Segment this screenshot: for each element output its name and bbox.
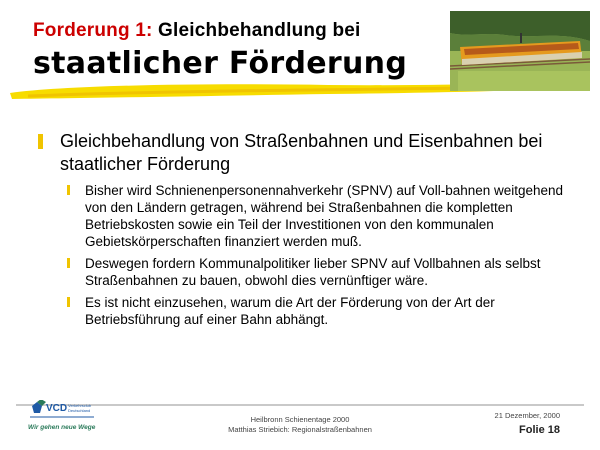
- title-line-1: [33, 20, 407, 42]
- logo-subtext-1: Verkehrsclub: [68, 403, 92, 408]
- sub-bullet: [67, 294, 578, 328]
- footer-center: [200, 415, 400, 435]
- sub-bullet-text: Es ist nicht einzusehen, warum die Art der Förderung von der Art der Betriebsführung auf einer Bahn abhängt.: [85, 295, 495, 327]
- logo-slogan: Wir gehen neue Wege: [28, 424, 96, 431]
- slide-content: [38, 130, 578, 328]
- title-line-2: staatlicher Förderung: [33, 46, 408, 81]
- logo-text: VCD: [46, 403, 68, 414]
- sub-bullet-marker: [67, 258, 70, 268]
- sub-bullet: [67, 255, 578, 289]
- title-prefix: Forderung 1:: [33, 20, 153, 41]
- footer-date: 21 Dezember, 2000: [494, 411, 560, 420]
- logo-subtext-2: Deutschland: [68, 408, 91, 413]
- footer-event: Heilbronn Schienentage 2000: [250, 415, 350, 424]
- sub-bullet: [67, 182, 578, 250]
- footer-author: Matthias Striebich: Regionalstraßenbahnen: [228, 425, 372, 434]
- sub-bullet-text: Deswegen fordern Kommunalpolitiker lieber SPNV auf Vollbahnen als selbst Straßenbahnen zu bauen, obwohl dies vernünftiger wäre.: [85, 256, 541, 288]
- title-line1-rest: Gleichbehandlung bei: [152, 20, 361, 41]
- slide-number: Folie 18: [519, 424, 560, 436]
- main-bullet-text: Gleichbehandlung von Straßenbahnen und Eisenbahnen bei staatlicher Förderung: [60, 131, 543, 174]
- vcd-logo: [28, 400, 98, 442]
- bullet-marker: [38, 134, 43, 149]
- main-bullet: [38, 130, 578, 176]
- sub-bullet-marker: [67, 297, 70, 307]
- slide-title: [33, 20, 407, 81]
- tram-photo: [450, 11, 590, 91]
- sub-bullet-text: Bisher wird Schnienenpersonennahverkehr (SPNV) auf Voll-bahnen weitgehend von den Ländern getragen, während bei Straßenbahnen die kompletten Betriebskosten sowie ein Teil der Investitionen von den kommunalen Gebietskörperschaften finanziert werden muß.: [85, 183, 564, 249]
- sub-bullet-marker: [67, 185, 70, 195]
- footer-divider: [16, 404, 584, 406]
